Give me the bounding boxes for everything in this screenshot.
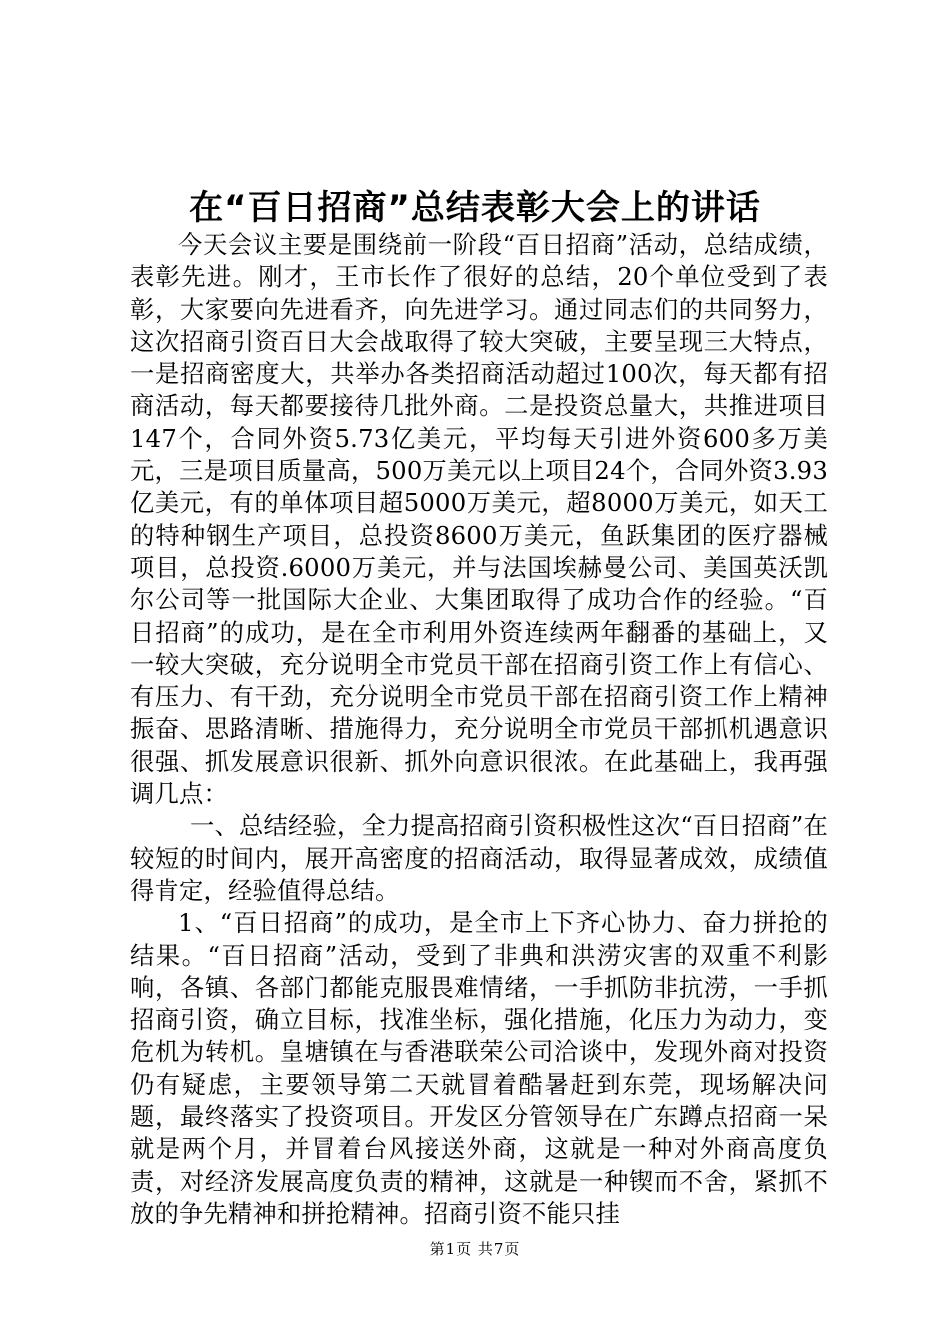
page-footer: 第1页 共7页 bbox=[429, 1240, 521, 1258]
paragraph-point-one: 1、“百日招商”的成功，是全市上下齐心协力、奋力拼抢的结果。“百日招商”活动，受到了非典和洪涝灾害的双重不利影响，各镇、各部门都能克服畏难情绪，一手抓防非抗涝，一手抓招商引资，确立目标，找准坐标，强化措施，化压力为动力，变危机为转机。皇塘镇在与香港联荣公司洽谈中，发现外商对投资仍有疑虑，主要领导第二天就冒着酷暑赶到东莞，现场解决问题，最终落实了投资项目。开发区分管领导在广东蹲点招商一呆就是两个月，并冒着台风接送外商，这就是一种对外商高度负责，对经济发展高度负责的精神，这就是一种锲而不舍，紧抓不放的争先精神和拼抢精神。招商引资不能只挂 bbox=[130, 908, 828, 1228]
document-title: 在“百日招商”总结表彰大会上的讲话 bbox=[189, 188, 761, 228]
paragraph-section-one: 一、总结经验，全力提高招商引资积极性这次“百日招商”在较短的时间内，展开高密度的招商活动，取得显著成效，成绩值得肯定，经验值得总结。 bbox=[130, 811, 828, 905]
document-body bbox=[130, 229, 828, 1230]
paragraph-intro: 今天会议主要是围绕前一阶段“百日招商”活动，总结成绩，表彰先进。刚才，王市长作了很好的总结，20个单位受到了表彰，大家要向先进看齐，向先进学习。通过同志们的共同努力，这次招商引资百日大会战取得了较大突破，主要呈现三大特点，一是招商密度大，共举办各类招商活动超过100次，每天都有招商活动，每天都要接待几批外商。二是投资总量大，共推进项目147个，合同外资5.73亿美元，平均每天引进外资600多万美元，三是项目质量高，500万美元以上项目24个，合同外资3.93亿美元，有的单体项目超5000万美元，超8000万美元，如天工的特种钢生产项目，总投资8600万美元，鱼跃集团的医疗器械项目，总投资.6000万美元，并与法国埃赫曼公司、美国英沃凯尔公司等一批国际大企业、大集团取得了成功合作的经验。“百日招商”的成功，是在全市利用外资连续两年翻番的基础上，又一较大突破，充分说明全市党员干部在招商引资工作上有信心、有压力、有干劲，充分说明全市党员干部在招商引资工作上精神振奋、思路清晰、措施得力，充分说明全市党员干部抓机遇意识很强、抓发展意识很新、抓外向意识很浓。在此基础上，我再强调几点： bbox=[130, 230, 828, 809]
